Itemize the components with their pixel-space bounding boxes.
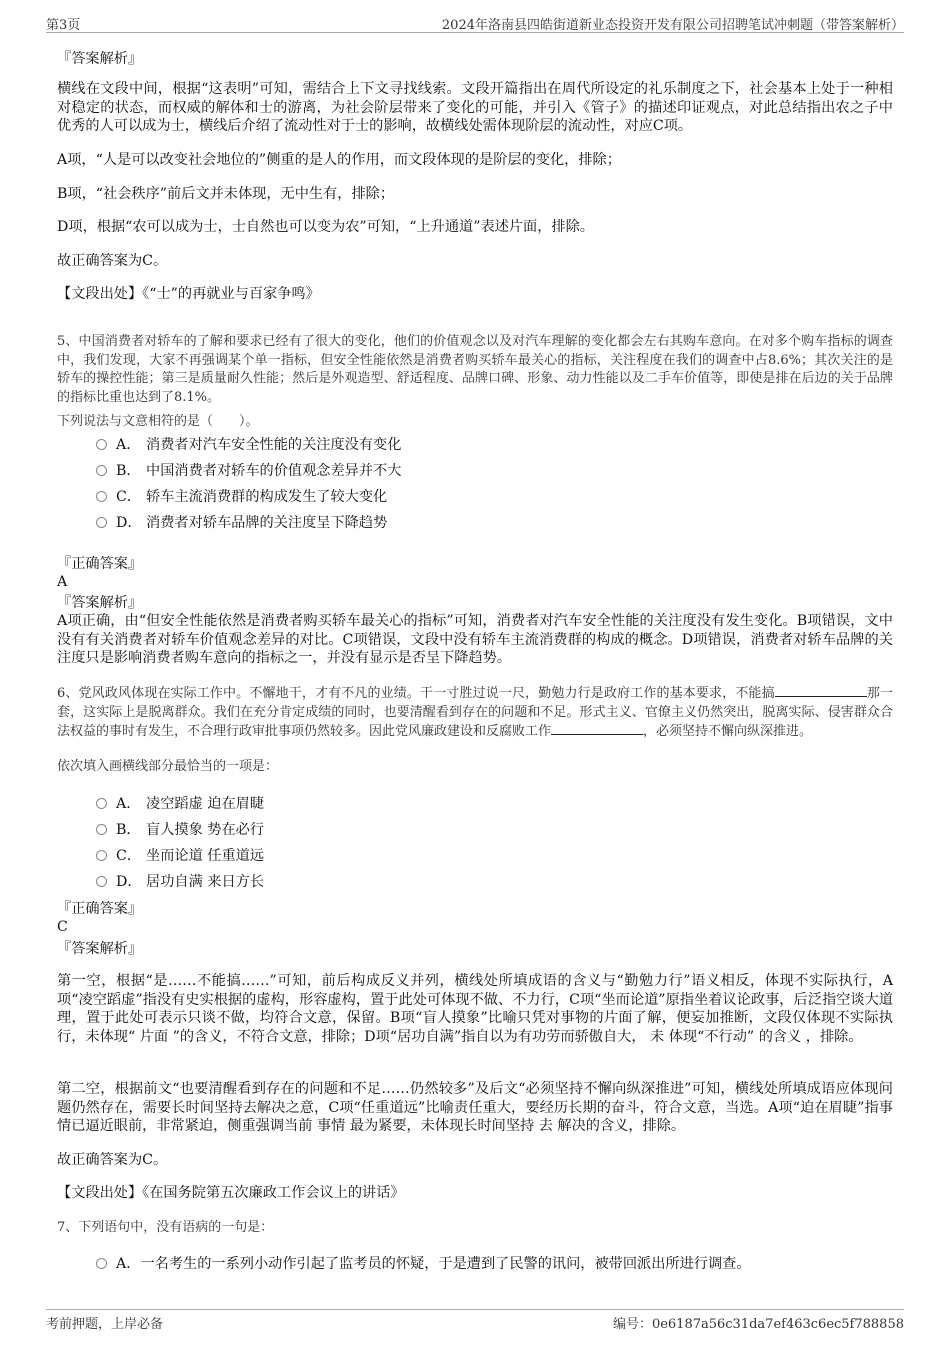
q6-analysis-label: 『答案解析』 [57, 941, 143, 957]
q4-option-b-analysis: B项，“社会秩序”前后文并未体现，无中生有，排除； [57, 186, 395, 202]
fill-blank-1 [775, 684, 867, 697]
q6-source: 【文段出处】《在国务院第五次廉政工作会议上的讲话》 [57, 1185, 405, 1201]
q6-option-d[interactable]: D． 居功自满 来日方长 [96, 873, 264, 891]
radio-icon[interactable] [96, 824, 107, 835]
footer-divider [46, 1309, 904, 1310]
radio-icon[interactable] [96, 439, 107, 450]
q5-prompt: 下列说法与文意相符的是（ ）。 [57, 414, 259, 429]
q5-option-c[interactable]: C． 轿车主流消费群的构成发生了较大变化 [96, 488, 387, 506]
q4-analysis-text: 横线在文段中间，根据“这表明”可知，需结合上下文寻找线索。文段开篇指出在周代所设定的礼乐制度之下，社会基本上处于一种相对稳定的状态，而权威的解体和士的游离，为社会阶层带来了变化的可能，并引入《管子》的描述印证观点，对此总结指出农之子中优秀的人可以成为士，横线后介绍了流动性对于士的影响，故横线处需体现阶层的流动性，对应C项。 [57, 81, 893, 134]
q4-option-a-analysis: A项，“人是可以改变社会地位的”侧重的是人的作用，而文段体现的是阶层的变化，排除； [57, 152, 621, 168]
q5-option-d[interactable]: D． 消费者对轿车品牌的关注度呈下降趋势 [96, 514, 387, 532]
radio-icon[interactable] [96, 491, 107, 502]
q6-analysis-second-blank: 第二空，根据前文“也要清醒看到存在的问题和不足……仍然较多”及后文“必须坚持不懈向纵深推进”可知，横线处所填成语应体现问题仍然存在，需要长时间坚持去解决之意，C项“任重道远”比喻责任重大，要经历长期的奋斗，符合文意，当选。A项“迫在眉睫”指事情已逼近眼前，非常紧迫，侧重强调当前 事情 最为紧要，未体现长时间坚持 去 解决的含义，排除。 [57, 1081, 893, 1134]
q7-stem: 7、下列语句中，没有语病的一句是： [57, 1220, 274, 1235]
q4-source: 【文段出处】《“士”的再就业与百家争鸣》 [57, 286, 320, 302]
radio-icon[interactable] [96, 850, 107, 861]
q5-option-b[interactable]: B． 中国消费者对轿车的价值观念差异并不大 [96, 462, 401, 480]
q4-option-d-analysis: D项，根据“农可以成为士，士自然也可以变为农”可知，“上升通道”表述片面，排除。 [57, 219, 594, 235]
q5-analysis-label: 『答案解析』 [57, 595, 143, 611]
q4-conclusion: 故正确答案为C。 [57, 253, 168, 269]
q5-analysis-text: A项正确，由“但安全性能依然是消费者购买轿车最关心的指标”可知，消费者对汽车安全性能的关注度没有发生变化。B项错误，文中没有有关消费者对轿车价值观念差异的对比。C项错误，文段中没有轿车主流消费群的构成的概念。D项错误，消费者对轿车品牌的关注度只是影响消费者购车意向的指标之一，并没有显示是否呈下降趋势。 [57, 613, 893, 666]
q4-analysis-label: 『答案解析』 [57, 51, 143, 67]
q6-answer-label: 『正确答案』 [57, 901, 143, 917]
q6-option-c[interactable]: C． 坐而论道 任重道远 [96, 847, 264, 865]
q6-option-b[interactable]: B． 盲人摸象 势在必行 [96, 821, 264, 839]
footer-slogan: 考前押题，上岸必备 [46, 1317, 164, 1332]
page-number: 第3页 [46, 18, 81, 33]
q6-prompt: 依次填入画横线部分最恰当的一项是： [57, 759, 279, 774]
q6-conclusion: 故正确答案为C。 [57, 1152, 168, 1168]
fill-blank-2 [551, 722, 643, 735]
q5-option-a[interactable]: A． 消费者对汽车安全性能的关注度没有变化 [96, 436, 401, 454]
header-divider [46, 32, 904, 33]
q6-option-a[interactable]: A． 凌空蹈虚 迫在眉睫 [96, 795, 264, 813]
q5-answer-label: 『正确答案』 [57, 556, 143, 572]
q5-answer: A [57, 574, 68, 590]
radio-icon[interactable] [96, 517, 107, 528]
radio-icon[interactable] [96, 798, 107, 809]
q6-analysis-first-blank: 第一空，根据“是……不能搞……”可知，前后构成反义并列，横线处所填成语的含义与“勤勉力行”语义相反，体现不实际执行，A项“凌空蹈虚”指没有史实根据的虚构，形容虚构，置于此处可体现不做、不力行，C项“坐而论道”原指坐着议论政事，后泛指空谈大道理，置于此处可表示只谈不做，均符合文意，保留。B项“盲人摸象”比喻只凭对事物的片面了解，便妄加推断，文段仅体现不实际执行，未体现“ 片面 ”的含义，不符合文意，排除；D项“居功自满”指自以为有功劳而骄傲自大， 未 体现“不行动” 的含义 ，排除。 [57, 973, 893, 1045]
q6-answer: C [57, 919, 68, 935]
q5-stem: 5、中国消费者对轿车的了解和要求已经有了很大的变化，他们的价值观念以及对汽车理解的变化都会左右其购车意向。在对多个购车指标的调查中，我们发现，大家不再强调某个单一指标，但安全性能依然是消费者购买轿车最关心的指标，关注程度在我们的调查中占8.6%；其次关注的是轿车的操控性能；第三是质量耐久性能；然后是外观造型、舒适程度、品牌口碑、形象、动力性能以及二手车价值等，即使是排在后边的关于品牌的指标比重也达到了8.1%。 [57, 334, 893, 405]
q7-option-a[interactable]: A．一名考生的一系列小动作引起了监考员的怀疑，于是遭到了民警的讯问，被带回派出所进行调查。 [96, 1255, 751, 1273]
radio-icon[interactable] [96, 1258, 107, 1269]
radio-icon[interactable] [96, 465, 107, 476]
radio-icon[interactable] [96, 876, 107, 887]
q6-stem: 6、党风政风体现在实际工作中。不懈地干，才有不凡的业绩。干一寸胜过说一尺，勤勉力行是政府工作的基本要求，不能搞 那一套，这实际上是脱离群众。我们在充分肯定成绩的同时，也要清醒看到存在的问题和不足。形式主义、官僚主义仍然突出，脱离实际、侵害群众合法权益的事时有发生，不合理行政审批事项仍然较多。因此党风廉政建设和反腐败工作 ，必须坚持不懈向纵深推进。 [57, 686, 893, 739]
document-code: 编号：0e6187a56c31da7ef463c6ec5f788858 [612, 1317, 904, 1332]
document-title: 2024年洛南县四皓街道新业态投资开发有限公司招聘笔试冲刺题（带答案解析） [441, 18, 904, 33]
